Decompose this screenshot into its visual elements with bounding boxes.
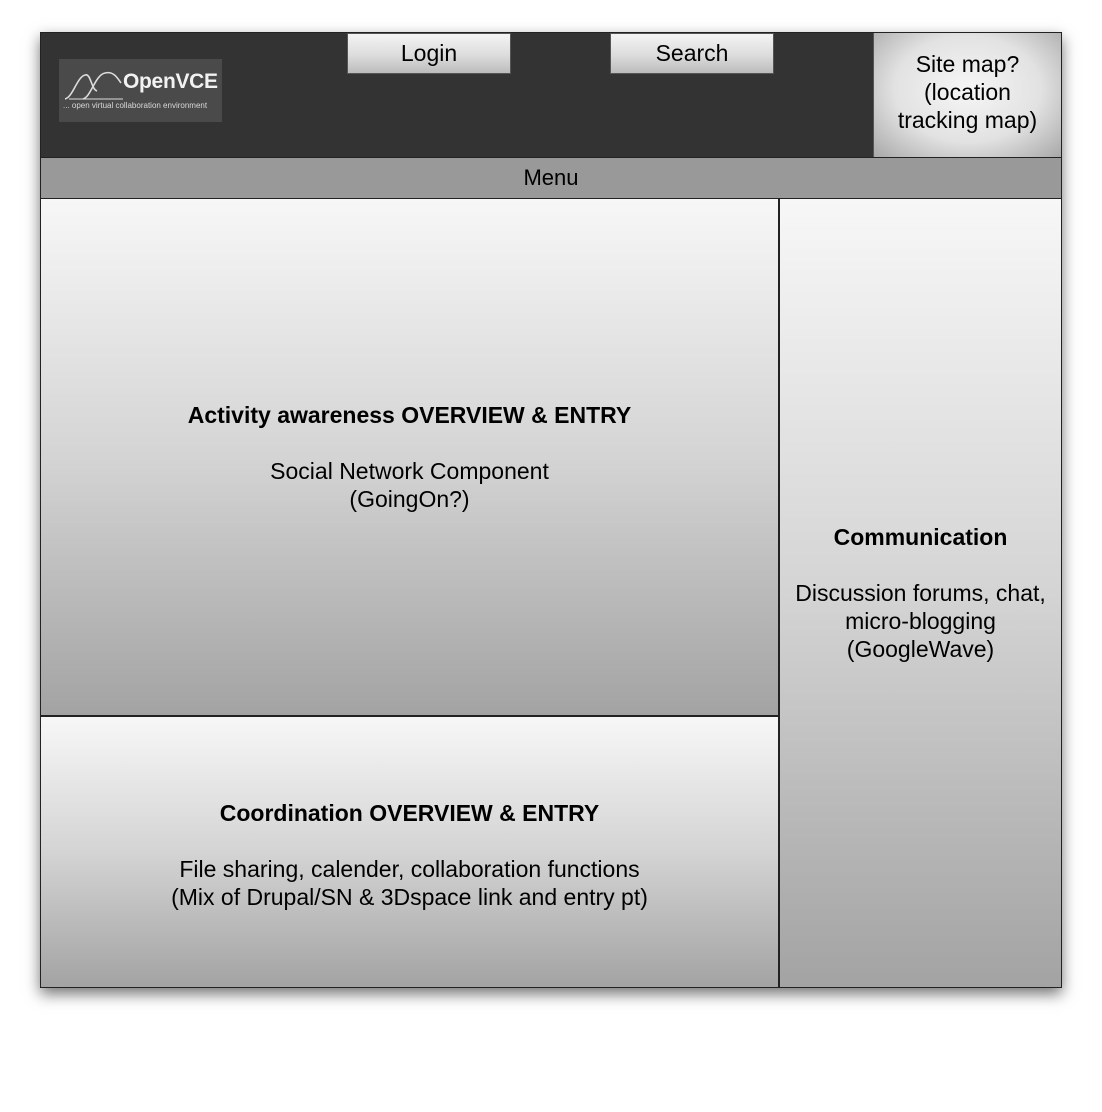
site-map-panel[interactable] (873, 33, 1061, 157)
search-button[interactable]: Search (610, 33, 774, 74)
menu-label: Menu (523, 165, 579, 190)
activity-panel-text: Social Network Component (GoingOn?) (270, 458, 549, 512)
site-map-label: Site map? (location tracking map) (897, 51, 1038, 133)
header (41, 33, 1061, 157)
activity-panel-title: Activity awareness OVERVIEW & ENTRY (187, 402, 632, 428)
menu-bar[interactable] (41, 157, 1061, 199)
wave-logo-icon (63, 67, 125, 101)
communication-panel-title: Communication (833, 524, 1008, 550)
page-wireframe (40, 32, 1062, 988)
coordination-panel-text: File sharing, calender, collaboration functions (Mix of Drupal/SN & 3Dspace link and entry pt) (171, 856, 648, 910)
logo-name: OpenVCE (123, 70, 218, 93)
communication-panel-text: Discussion forums, chat, micro-blogging (GoogleWave) (795, 580, 1046, 662)
activity-awareness-panel[interactable] (41, 199, 779, 716)
coordination-panel[interactable] (41, 716, 779, 987)
logo-tagline: ... open virtual collaboration environment (63, 101, 208, 110)
communication-panel[interactable] (779, 199, 1061, 987)
openvce-logo[interactable] (59, 59, 222, 122)
login-button[interactable]: Login (347, 33, 511, 74)
coordination-panel-title: Coordination OVERVIEW & ENTRY (219, 800, 600, 826)
